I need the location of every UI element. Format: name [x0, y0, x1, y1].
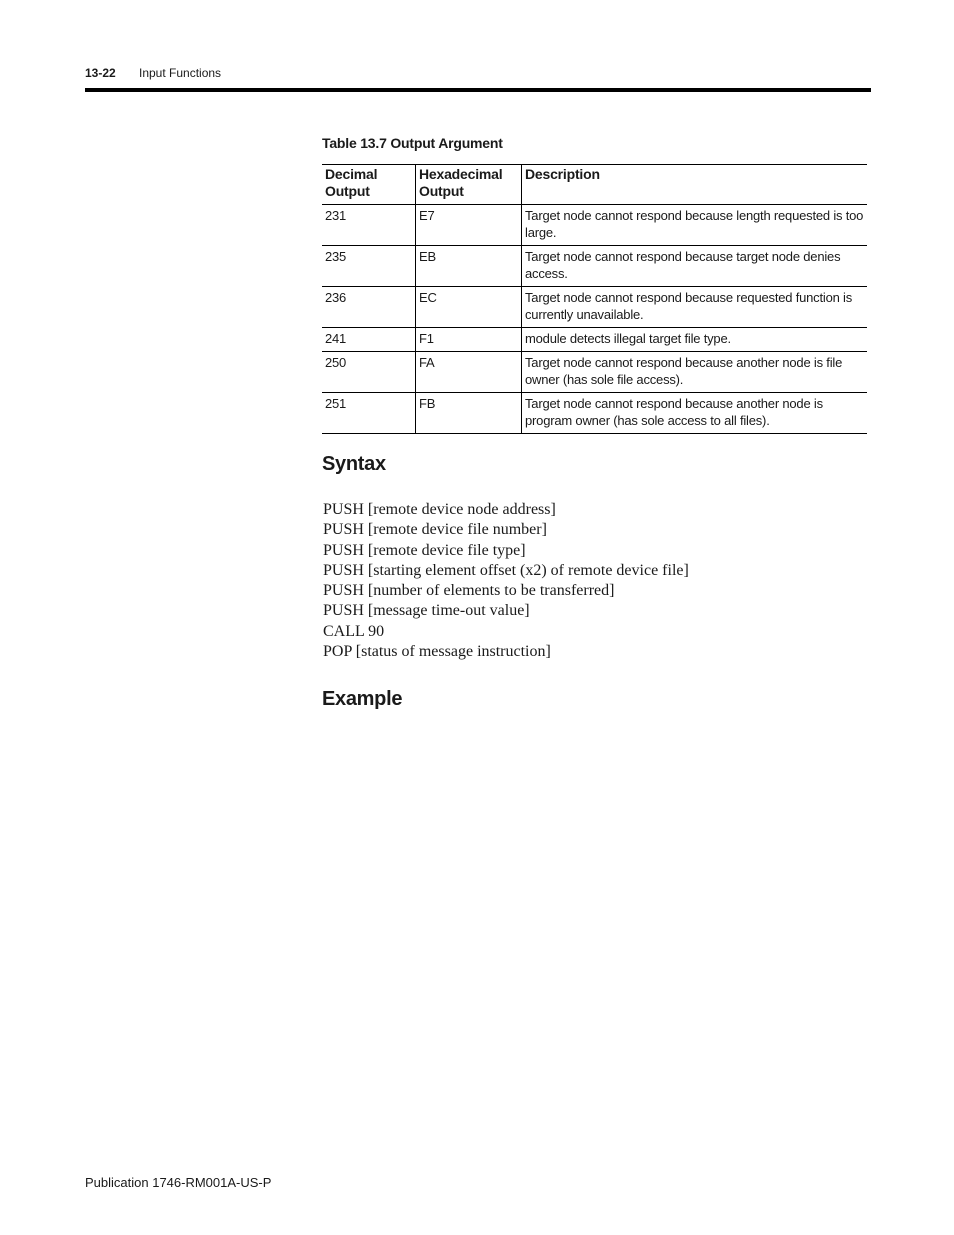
syntax-line: PUSH [number of elements to be transferred]: [323, 582, 615, 600]
syntax-line: POP [status of message instruction]: [323, 643, 551, 661]
syntax-line: PUSH [starting element offset (x2) of remote device file]: [323, 561, 689, 579]
syntax-line: CALL 90: [323, 622, 385, 640]
column-header-hex: Hexadecimal Output: [416, 165, 522, 205]
hex-cell: F1: [416, 328, 522, 352]
description-cell: Target node cannot respond because another node is file owner (has sole file access).: [522, 352, 868, 393]
description-cell: Target node cannot respond because another node is program owner (has sole access to all files).: [522, 393, 868, 434]
column-header-decimal: Decimal Output: [322, 165, 416, 205]
hex-cell: FB: [416, 393, 522, 434]
decimal-cell: 241: [322, 328, 416, 352]
section-title: Input Functions: [139, 66, 222, 80]
column-header-description: Description: [522, 165, 868, 205]
description-cell: module detects illegal target file type.: [522, 328, 868, 352]
table-caption: Table 13.7 Output Argument: [322, 135, 503, 151]
example-heading: Example: [322, 688, 403, 710]
syntax-code-lines: [323, 500, 689, 662]
output-argument-table: [322, 164, 867, 434]
syntax-line: PUSH [message time-out value]: [323, 602, 530, 620]
syntax-line: PUSH [remote device node address]: [323, 501, 556, 518]
description-cell: Target node cannot respond because target node denies access.: [522, 246, 868, 287]
decimal-cell: 251: [322, 393, 416, 434]
table-row: [322, 393, 867, 434]
table-row: [322, 328, 867, 352]
publication-footer: Publication 1746-RM001A-US-P: [85, 1175, 272, 1190]
decimal-cell: 250: [322, 352, 416, 393]
decimal-cell: 235: [322, 246, 416, 287]
hex-cell: E7: [416, 205, 522, 246]
table-row: [322, 352, 867, 393]
page-header: [85, 66, 871, 82]
header-rule: [85, 88, 871, 92]
description-cell: Target node cannot respond because requested function is currently unavailable.: [522, 287, 868, 328]
description-cell: Target node cannot respond because length requested is too large.: [522, 205, 868, 246]
table-header-row: [322, 165, 867, 205]
syntax-line: PUSH [remote device file number]: [323, 521, 547, 539]
syntax-line: PUSH [remote device file type]: [323, 541, 526, 559]
hex-cell: EB: [416, 246, 522, 287]
hex-cell: EC: [416, 287, 522, 328]
syntax-heading: Syntax: [322, 453, 386, 475]
page-number: 13-22: [85, 66, 116, 80]
table-row: [322, 287, 867, 328]
hex-cell: FA: [416, 352, 522, 393]
table-row: [322, 205, 867, 246]
table-row: [322, 246, 867, 287]
decimal-cell: 236: [322, 287, 416, 328]
decimal-cell: 231: [322, 205, 416, 246]
